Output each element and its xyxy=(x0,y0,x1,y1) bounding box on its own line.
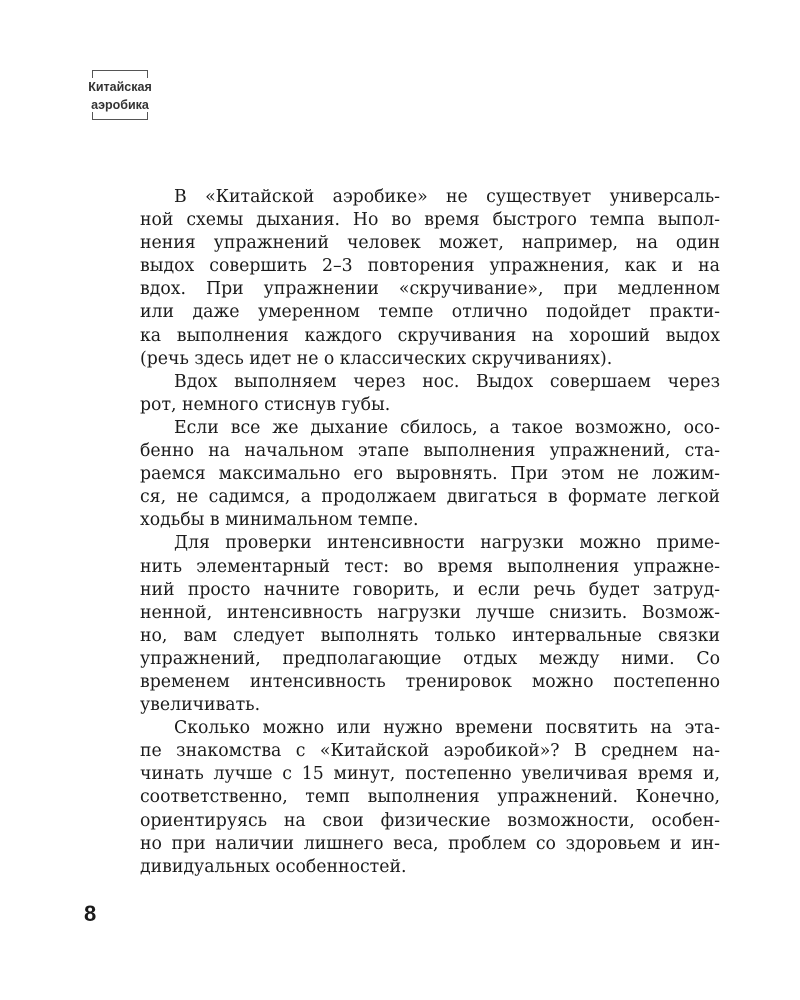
text-line: пе знакомства с «Китайской аэробикой»? В среднем на- xyxy=(140,741,720,762)
text-line: В «Китайской аэробике» не существует универсаль- xyxy=(174,187,720,207)
text-line: упражнений, предполагающие отдых между ними. Со xyxy=(140,648,720,669)
text-line: Если все же дыхание сбилось, а такое возможно, осо- xyxy=(174,417,720,438)
text-line: ной схемы дыхания. Но во время быстрого темпа выпол- xyxy=(140,210,720,231)
paragraph-breath-recovery xyxy=(140,417,720,532)
running-head xyxy=(84,70,156,120)
text-line: увеличивать. xyxy=(140,695,261,716)
paragraph-training-duration xyxy=(140,717,720,879)
text-line: ненной, интенсивность нагрузки лучше снизить. Возмож- xyxy=(140,602,720,623)
text-line: чинать лучше с 15 минут, постепенно увеличивая время и, xyxy=(140,764,720,785)
text-line: Сколько можно или нужно времени посвятить на эта- xyxy=(174,718,720,739)
running-head-line: аэробика xyxy=(91,98,149,112)
text-line: раемся максимально его выровнять. При этом не ложим- xyxy=(140,464,720,485)
text-line: ний просто начните говорить, и если речь будет затруд- xyxy=(140,579,720,600)
running-head-bracket-top xyxy=(92,70,148,78)
running-head-line: Китайская xyxy=(88,80,152,94)
text-line: бенно на начальном этапе выполнения упражнений, ста- xyxy=(140,441,720,462)
text-line: но при наличии лишнего веса, проблем со здоровьем и ин- xyxy=(140,833,720,854)
text-line: нения упражнений человек может, например, на один xyxy=(140,233,720,254)
text-line: Вдох выполняем через нос. Выдох совершаем через xyxy=(174,371,720,392)
running-head-bracket-bottom xyxy=(92,112,148,120)
paragraph-inhale-exhale xyxy=(140,371,720,417)
paragraph-intensity-test xyxy=(140,532,720,717)
text-line: или даже умеренном темпе отлично подойдет практи- xyxy=(140,302,720,323)
text-line: ориентируясь на свои физические возможности, особен- xyxy=(140,810,720,831)
body-text xyxy=(140,186,720,879)
text-line: рот, немного стиснув губы. xyxy=(140,394,391,415)
text-line: ка выполнения каждого скручивания на хороший выдох xyxy=(140,325,720,346)
paragraph-breathing-scheme xyxy=(140,186,720,371)
text-line: ходьбы в минимальном темпе. xyxy=(140,510,419,531)
text-line: вдох. При упражнении «скручивание», при медленном xyxy=(140,279,720,300)
text-line: нить элементарный тест: во время выполнения упражне- xyxy=(140,556,720,577)
running-head-title xyxy=(84,78,156,114)
text-line: но, вам следует выполнять только интервальные связки xyxy=(140,625,720,646)
text-line: временем интенсивность тренировок можно постепенно xyxy=(140,671,720,692)
text-line: Для проверки интенсивности нагрузки можно приме- xyxy=(174,533,720,554)
text-line: ся, не садимся, а продолжаем двигаться в формате легкой xyxy=(140,487,720,508)
text-line: (речь здесь идет не о классических скручиваниях). xyxy=(140,348,613,369)
text-line: соответственно, темп выполнения упражнений. Конечно, xyxy=(140,787,720,808)
text-line: выдох совершить 2–3 повторения упражнения, как и на xyxy=(140,256,720,277)
text-line: дивидуальных особенностей. xyxy=(140,856,407,877)
page-number: 8 xyxy=(84,901,97,926)
